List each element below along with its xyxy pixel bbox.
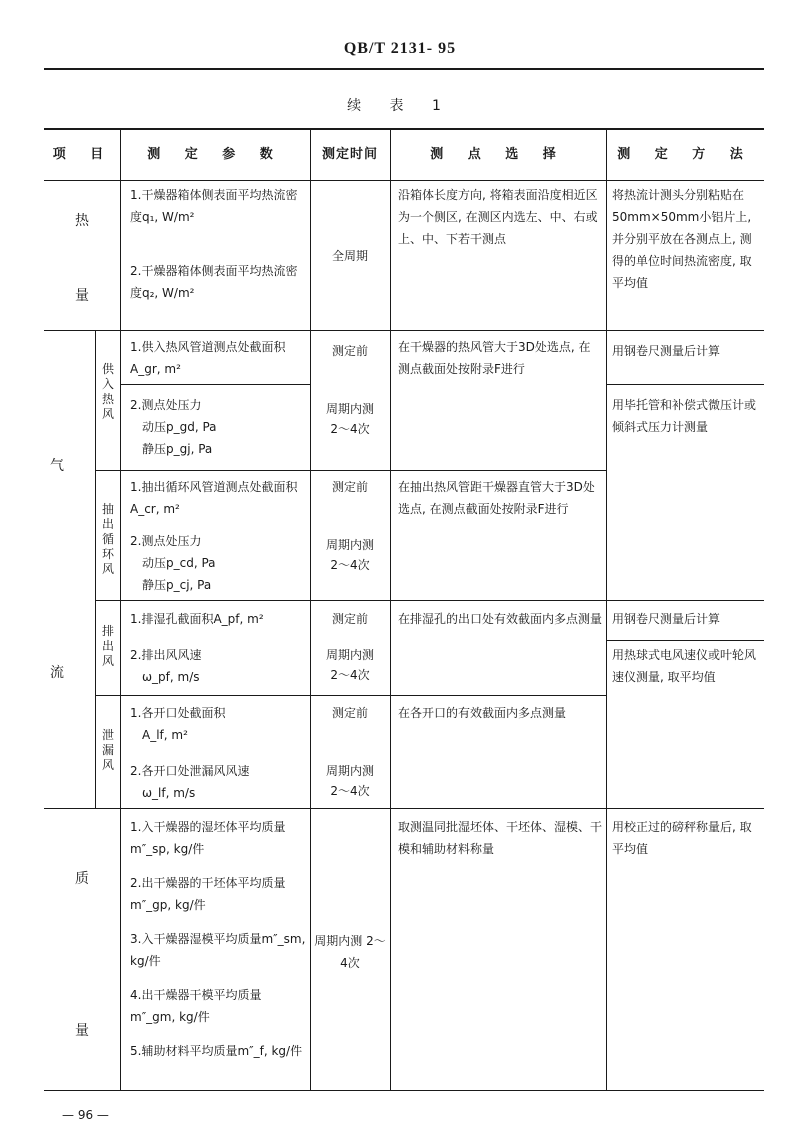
mass-param: 2.出干燥器的干坯体平均质量m″_gp, kg/件 xyxy=(130,876,286,912)
exhaust-time: 2～4次 xyxy=(330,668,370,682)
row-divider xyxy=(606,384,764,385)
exhaust-label: 排出风 xyxy=(101,624,114,668)
recirc-time: 周期内测 xyxy=(325,538,374,552)
recirc-label: 抽出循环风 xyxy=(101,502,114,576)
supply-time: 周期内测 xyxy=(325,402,374,416)
supply-points: 在干燥器的热风管大于3D处选点, 在测点截面处按附录F进行 xyxy=(398,340,591,376)
heat-param: 2.干燥器箱体侧表面平均热流密度q₂, W/m² xyxy=(130,264,298,300)
leak-param: 2.各开口处泄漏风风速 xyxy=(130,764,250,778)
airflow-label: 流 xyxy=(50,665,64,681)
supply-time: 2～4次 xyxy=(330,422,370,436)
supply-param: 动压p_gd, Pa xyxy=(142,420,217,434)
row-divider xyxy=(120,384,310,385)
recirc-time: 测定前 xyxy=(331,480,368,494)
recirc-param: 1.抽出循环风管道测点处截面积A_cr, m² xyxy=(130,480,298,516)
row-divider xyxy=(606,640,764,641)
sub-divider xyxy=(95,695,606,696)
mass-method: 用校正过的磅秤称量后, 取平均值 xyxy=(612,820,752,856)
exhaust-time: 周期内测 xyxy=(325,648,374,662)
sub-divider xyxy=(95,470,606,471)
mass-param: 3.入干燥器湿模平均质量m″_sm, kg/件 xyxy=(130,932,306,968)
exhaust-param: 1.排湿孔截面积A_pf, m² xyxy=(130,612,264,626)
exhaust-param: 2.排出风风速 xyxy=(130,648,202,662)
table-bottom-rule xyxy=(44,1090,764,1091)
exhaust-method: 用钢卷尺测量后计算 xyxy=(612,612,721,626)
mass-time: 周期内测 2～4次 xyxy=(314,934,386,970)
leak-points: 在各开口的有效截面内多点测量 xyxy=(398,706,567,720)
leak-param: A_lf, m² xyxy=(142,728,188,742)
mass-points: 取测温同批湿坯体、干坯体、湿模、干模和辅助材料称量 xyxy=(398,820,603,856)
sub-divider xyxy=(95,600,764,601)
table-header-rule xyxy=(44,180,764,181)
exhaust-method: 用热球式电风速仪或叶轮风速仪测量, 取平均值 xyxy=(612,648,757,684)
section-divider xyxy=(44,330,764,331)
heat-label: 量 xyxy=(75,288,89,304)
recirc-points: 在抽出热风管距干燥器直管大于3D处选点, 在测点截面处按附录F进行 xyxy=(398,480,595,516)
heat-param: 1.干燥器箱体侧表面平均热流密度q₁, W/m² xyxy=(130,188,298,224)
col-divider xyxy=(606,128,607,1090)
recirc-time: 2～4次 xyxy=(330,558,370,572)
leak-time: 测定前 xyxy=(331,706,368,720)
sub-divider xyxy=(95,330,96,808)
table-top-rule xyxy=(44,128,764,130)
mass-label: 质 xyxy=(75,871,89,887)
col-header-item: 项 目 xyxy=(52,147,114,162)
heat-label: 热 xyxy=(75,213,89,229)
col-header-method: 测 定 方 法 xyxy=(617,147,753,162)
heat-points: 沿箱体长度方向, 将箱表面沿度相近区为一个侧区, 在测区内选左、中、右或上、中、下若干测点 xyxy=(398,188,598,246)
mass-param: 5.辅助材料平均质量m″_f, kg/件 xyxy=(130,1044,303,1058)
exhaust-param: ω_pf, m/s xyxy=(142,670,200,684)
recirc-param: 动压p_cd, Pa xyxy=(142,556,216,570)
header-rule xyxy=(44,68,764,70)
supply-label: 供入热风 xyxy=(101,362,114,421)
supply-param: 1.供入热风管道测点处截面积A_gr, m² xyxy=(130,340,286,376)
recirc-param: 静压p_cj, Pa xyxy=(142,578,212,592)
col-header-time: 测定时间 xyxy=(321,147,378,162)
heat-time: 全周期 xyxy=(331,249,368,263)
page-number: — 96 — xyxy=(62,1108,109,1122)
section-divider xyxy=(44,808,764,809)
leak-time: 2～4次 xyxy=(330,784,370,798)
supply-param: 静压p_gj, Pa xyxy=(142,442,213,456)
mass-param: 4.出干燥器干模平均质量m″_gm, kg/件 xyxy=(130,988,262,1024)
standard-code: QB/T 2131- 95 xyxy=(343,40,457,57)
airflow-label: 气 xyxy=(50,458,64,474)
supply-param: 2.测点处压力 xyxy=(130,398,202,412)
mass-param: 1.入干燥器的湿坯体平均质量m″_sp, kg/件 xyxy=(130,820,286,856)
exhaust-time: 测定前 xyxy=(331,612,368,626)
col-header-points: 测 点 选 择 xyxy=(430,147,566,162)
mass-label: 量 xyxy=(75,1023,89,1039)
leak-time: 周期内测 xyxy=(325,764,374,778)
supply-method: 用毕托管和补偿式微压计或倾斜式压力计测量 xyxy=(612,398,757,434)
supply-method: 用钢卷尺测量后计算 xyxy=(612,344,721,358)
leak-param: ω_lf, m/s xyxy=(142,786,196,800)
table-title: 续 表 1 xyxy=(347,98,453,114)
col-divider xyxy=(310,128,311,1090)
recirc-param: 2.测点处压力 xyxy=(130,534,202,548)
leak-label: 泄漏风 xyxy=(101,728,114,772)
col-divider xyxy=(390,128,391,1090)
col-header-param: 测 定 参 数 xyxy=(147,147,283,162)
leak-param: 1.各开口处截面积 xyxy=(130,706,226,720)
col-divider xyxy=(120,128,121,1090)
heat-method: 将热流计测头分别粘贴在50mm×50mm小铝片上, 并分别平放在各测点上, 测得的单位时间热流密度, 取平均值 xyxy=(612,188,752,290)
exhaust-points: 在排湿孔的出口处有效截面内多点测量 xyxy=(398,612,603,626)
supply-time: 测定前 xyxy=(331,344,368,358)
